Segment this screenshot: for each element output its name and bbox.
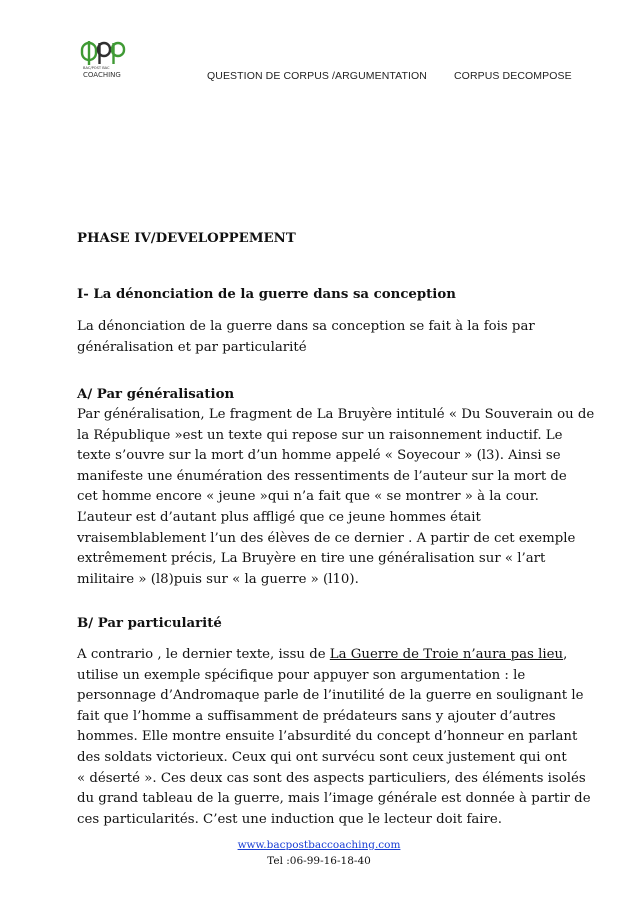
sectionA-line: vraisemblablement l’un des élèves de ce dernier . A partir de cet exemple: [77, 530, 576, 546]
sectionB-line: hommes. Elle montre ensuite l’absurdité du concept d’honneur en parlant: [77, 729, 578, 745]
header-right: CORPUS DECOMPOSE: [454, 70, 572, 82]
sectionB-heading: B/ Par particularité: [77, 616, 222, 631]
sectionB-line: fait que l’homme a suffisamment de prédateurs sans y ajouter d’autres: [77, 708, 556, 724]
sectionB-line: du grand tableau de la guerre, mais l’image générale est donnée à partir de: [77, 791, 591, 807]
phase-title: PHASE IV/DEVELOPPEMENT: [77, 231, 296, 246]
footer-website-row: [0, 839, 638, 851]
sectionA-line: la République »est un texte qui repose sur un raisonnement inductif. Le: [77, 427, 563, 443]
section1-body: [77, 317, 566, 358]
sectionB-line: ces particularités. C’est une induction que le lecteur doit faire.: [77, 811, 503, 827]
sectionB-line: utilise un exemple spécifique pour appuyer son argumentation : le: [77, 667, 526, 683]
sectionA-line: cet homme encore « jeune »qui n’a fait que « se montrer » à la cour.: [77, 489, 539, 505]
sectionB-line: des soldats victorieux. Ceux qui ont survécu sont ceux justement qui ont: [77, 749, 567, 765]
footer-phone: Tel :06-99-16-18-40: [267, 855, 371, 867]
sectionB-line: personnage d’Andromaque parle de l’inutilité de la guerre en soulignant le: [77, 688, 584, 704]
logo-caption: COACHING: [83, 71, 121, 79]
work-title: La Guerre de Troie n’aura pas lieu: [329, 647, 564, 662]
sectionB-line1-before: A contrario , le dernier texte, issu de: [77, 647, 330, 662]
sectionA-line: texte s’ouvre sur la mort d’un homme appelé « Soyecour » (l3). Ainsi se: [77, 448, 561, 464]
sectionA-body: [77, 405, 595, 590]
sectionB-line: « déserté ». Ces deux cas sont des aspects particuliers, des éléments isolés: [77, 770, 586, 786]
website-link[interactable]: www.bacpostbaccoaching.com: [237, 839, 401, 851]
sectionA-line: extrêmement précis, La Bruyère en tire une généralisation sur « l’art: [77, 551, 546, 567]
sectionA-line: L’auteur est d’autant plus affligé que ce jeune hommes était: [77, 509, 481, 525]
company-logo: [80, 40, 128, 80]
sectionA-line: manifeste une énumération des ressentiments de l’auteur sur la mort de: [77, 468, 567, 484]
sectionB-body: [77, 645, 591, 830]
header-left: QUESTION DE CORPUS /ARGUMENTATION: [207, 70, 427, 82]
sectionB-line: [77, 645, 566, 666]
logo-tagline: BAC/POST BAC: [83, 66, 110, 70]
section1-line: La dénonciation de la guerre dans sa conception se fait à la fois par: [77, 319, 535, 334]
sectionB-line1-after: ,: [563, 647, 568, 662]
section1-heading: I- La dénonciation de la guerre dans sa conception: [77, 287, 456, 302]
sectionA-heading: A/ Par généralisation: [77, 387, 235, 402]
section1-line: généralisation et par particularité: [77, 339, 307, 355]
sectionA-line: Par généralisation, Le fragment de La Bruyère intitulé « Du Souverain ou de: [77, 407, 595, 422]
sectionA-line: militaire » (l8)puis sur « la guerre » (l10).: [77, 571, 359, 587]
